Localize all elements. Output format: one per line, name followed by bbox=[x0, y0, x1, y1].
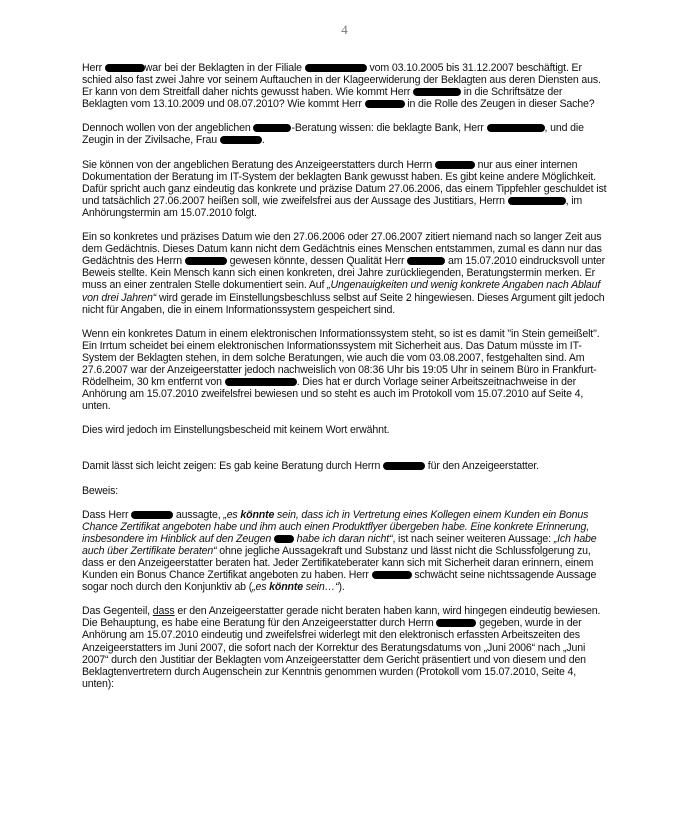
paragraph-2: Dennoch wollen von der angeblichen -Beratung wissen: die beklagte Bank, Herr , und die Zeugin in der Zivilsache, Frau . bbox=[82, 122, 584, 147]
redaction-bar bbox=[305, 64, 367, 72]
redaction-bar bbox=[372, 571, 412, 579]
paragraph-1: Herr war bei der Beklagten in der Filiale vom 03.10.2005 bis 31.12.2007 beschäftigt. Er schied also fast zwei Jahre vor seinem Auftauchen in der Klageerwiderung der Beklagten aus deren Diensten aus. Er kann von dem Streitfall daher nichts gewusst haben. Wie kommt Herr in die Schriftsätze der Beklagten vom 13.10.2009 und 08.07.2010? Wie kommt Herr in die Rolle des Zeugen in dieser Sache? bbox=[82, 62, 601, 111]
page-number: 4 bbox=[341, 22, 348, 37]
paragraph-7: Damit lässt sich leicht zeigen: Es gab keine Beratung durch Herrn für den Anzeigeerstatter. bbox=[82, 460, 539, 473]
redaction-bar bbox=[436, 619, 476, 627]
redaction-bar bbox=[274, 535, 294, 543]
paragraph-8: Beweis: bbox=[82, 484, 119, 497]
paragraph-3: Sie können von der angeblichen Beratung des Anzeigeerstatters durch Herrn nur aus einer internen Dokumentation der Beratung im IT-System der beklagten Bank gewusst haben. Es gibt keine andere Möglichkeit. Dafür spricht auch ganz eindeutig das konkrete und präzise Datum 27.06.2006, das einem Tippfehler geschuldet ist und tatsächlich 27.06.2007 heißen soll, wie zweifelsfrei aus der Aussage des Justitiars, Herrn , im Anhörungstermin am 15.07.2010 folgt. bbox=[82, 158, 607, 219]
paragraph-5: Wenn ein konkretes Datum in einem elektronischen Informationssystem steht, so ist es damit "in Stein gemeißelt". Ein Irrtum scheidet bei einem elektronischen Informationssystem mit Sicherheit aus. Das Datum müsste im IT-System der Beklagten stehen, in dem solche Beratungen, wie auch die vom 03.08.2007, festgehalten sind. Am 27.6.2007 war der Anzeigeerstatter jedoch nachweislich von 08:36 Uhr bis 19:05 Uhr in seinem Büro in Frankfurt-Rödelheim, 30 km entfernt von . Dies hat er durch Vorlage seiner Arbeitszeitnachweise in der Anhörung am 15.07.2010 zweifelsfrei bewiesen und so steht es auch im Protokoll vom 15.07.2010 auf Seite 4, unten. bbox=[82, 327, 600, 413]
redaction-bar bbox=[220, 136, 262, 144]
paragraph-9: Dass Herr aussagte, „es könnte sein, dass ich in Vertretung eines Kollegen einem Kunden ein Bonus Chance Zertifikat angeboten habe und ihm auch einen Produktflyer übergeben habe. Eine konkrete Erinnerung, insbesondere im Hinblick auf den Zeugen habe ich daran nicht“, ist nach seiner weiteren Aussage: „Ich habe auch über Zertifikate beraten“ ohne jegliche Aussagekraft und Substanz und lässt nicht die Schlussfolgerung zu, dass er den Anzeigeerstatter beraten hat. Jeder Zertifikateberater kann sich mit Sicherheit daran erinnern, einem Kunden ein Bonus Chance Zertifikat angeboten zu haben. Herr schwächt seine nichtssagende Aussage sogar noch durch den Konjunktiv ab („es könnte sein…“). bbox=[82, 508, 597, 594]
redaction-bar bbox=[407, 257, 445, 265]
redaction-bar bbox=[487, 124, 545, 132]
redaction-bar bbox=[225, 378, 297, 386]
redaction-bar bbox=[435, 161, 475, 169]
redaction-bar bbox=[365, 100, 405, 108]
redaction-bar bbox=[131, 511, 173, 519]
redaction-bar bbox=[383, 462, 425, 470]
redaction-bar bbox=[105, 64, 145, 72]
redaction-bar bbox=[253, 124, 291, 132]
redaction-bar bbox=[508, 197, 566, 205]
redaction-bar bbox=[413, 88, 461, 96]
redaction-bar bbox=[185, 257, 227, 265]
document-body bbox=[82, 62, 610, 702]
paragraph-10: Das Gegenteil, dass er den Anzeigeerstatter gerade nicht beraten haben kann, wird hingegen eindeutig bewiesen. Die Behauptung, es habe eine Beratung für den Anzeigeerstatter durch Herrn gegeben, wurde in der Anhörung am 15.07.2010 eindeutig und zweifelsfrei widerlegt mit den elektronisch erfassten Arbeitszeiten des Anzeigeerstatters im Juni 2007, die sofort nach der Korrektur des Beratungsdatums von „Juni 2006“ nach „Juni 2007“ durch den Justitiar der Beklagten vom Anzeigeerstatter dem Gericht präsentiert und von diesem und den Beklagtenvertretern durch Augenschein zur Kenntnis genommen wurden (Protokoll vom 15.07.2010, Seite 4, unten): bbox=[82, 605, 601, 690]
paragraph-4: Ein so konkretes und präzises Datum wie den 27.06.2006 oder 27.06.2007 zitiert niemand nach so langer Zeit aus dem Gedächtnis. Dieses Datum kann nicht dem Gedächtnis eines Menschen entstammen, zumal es dann nur das Gedächtnis des Herrn gewesen könnte, dessen Qualität Herr am 15.07.2010 eindrucksvoll unter Beweis stellte. Kein Mensch kann sich einen konkreten, drei Jahre zurückliegenden, Beratungstermin merken. Er muss an einer zentralen Stelle dokumentiert sein. Auf „Ungenauigkeiten und wenig konkrete Angaben nach Ablauf von drei Jahren“ wird gerade im Einstellungsbeschluss selbst auf Seite 2 hingewiesen. Dieses Argument gilt jedoch nicht für Angaben, die in einem Informationssystem gespeichert sind. bbox=[82, 231, 606, 316]
paragraph-6: Dies wird jedoch im Einstellungsbescheid mit keinem Wort erwähnt. bbox=[82, 424, 390, 437]
